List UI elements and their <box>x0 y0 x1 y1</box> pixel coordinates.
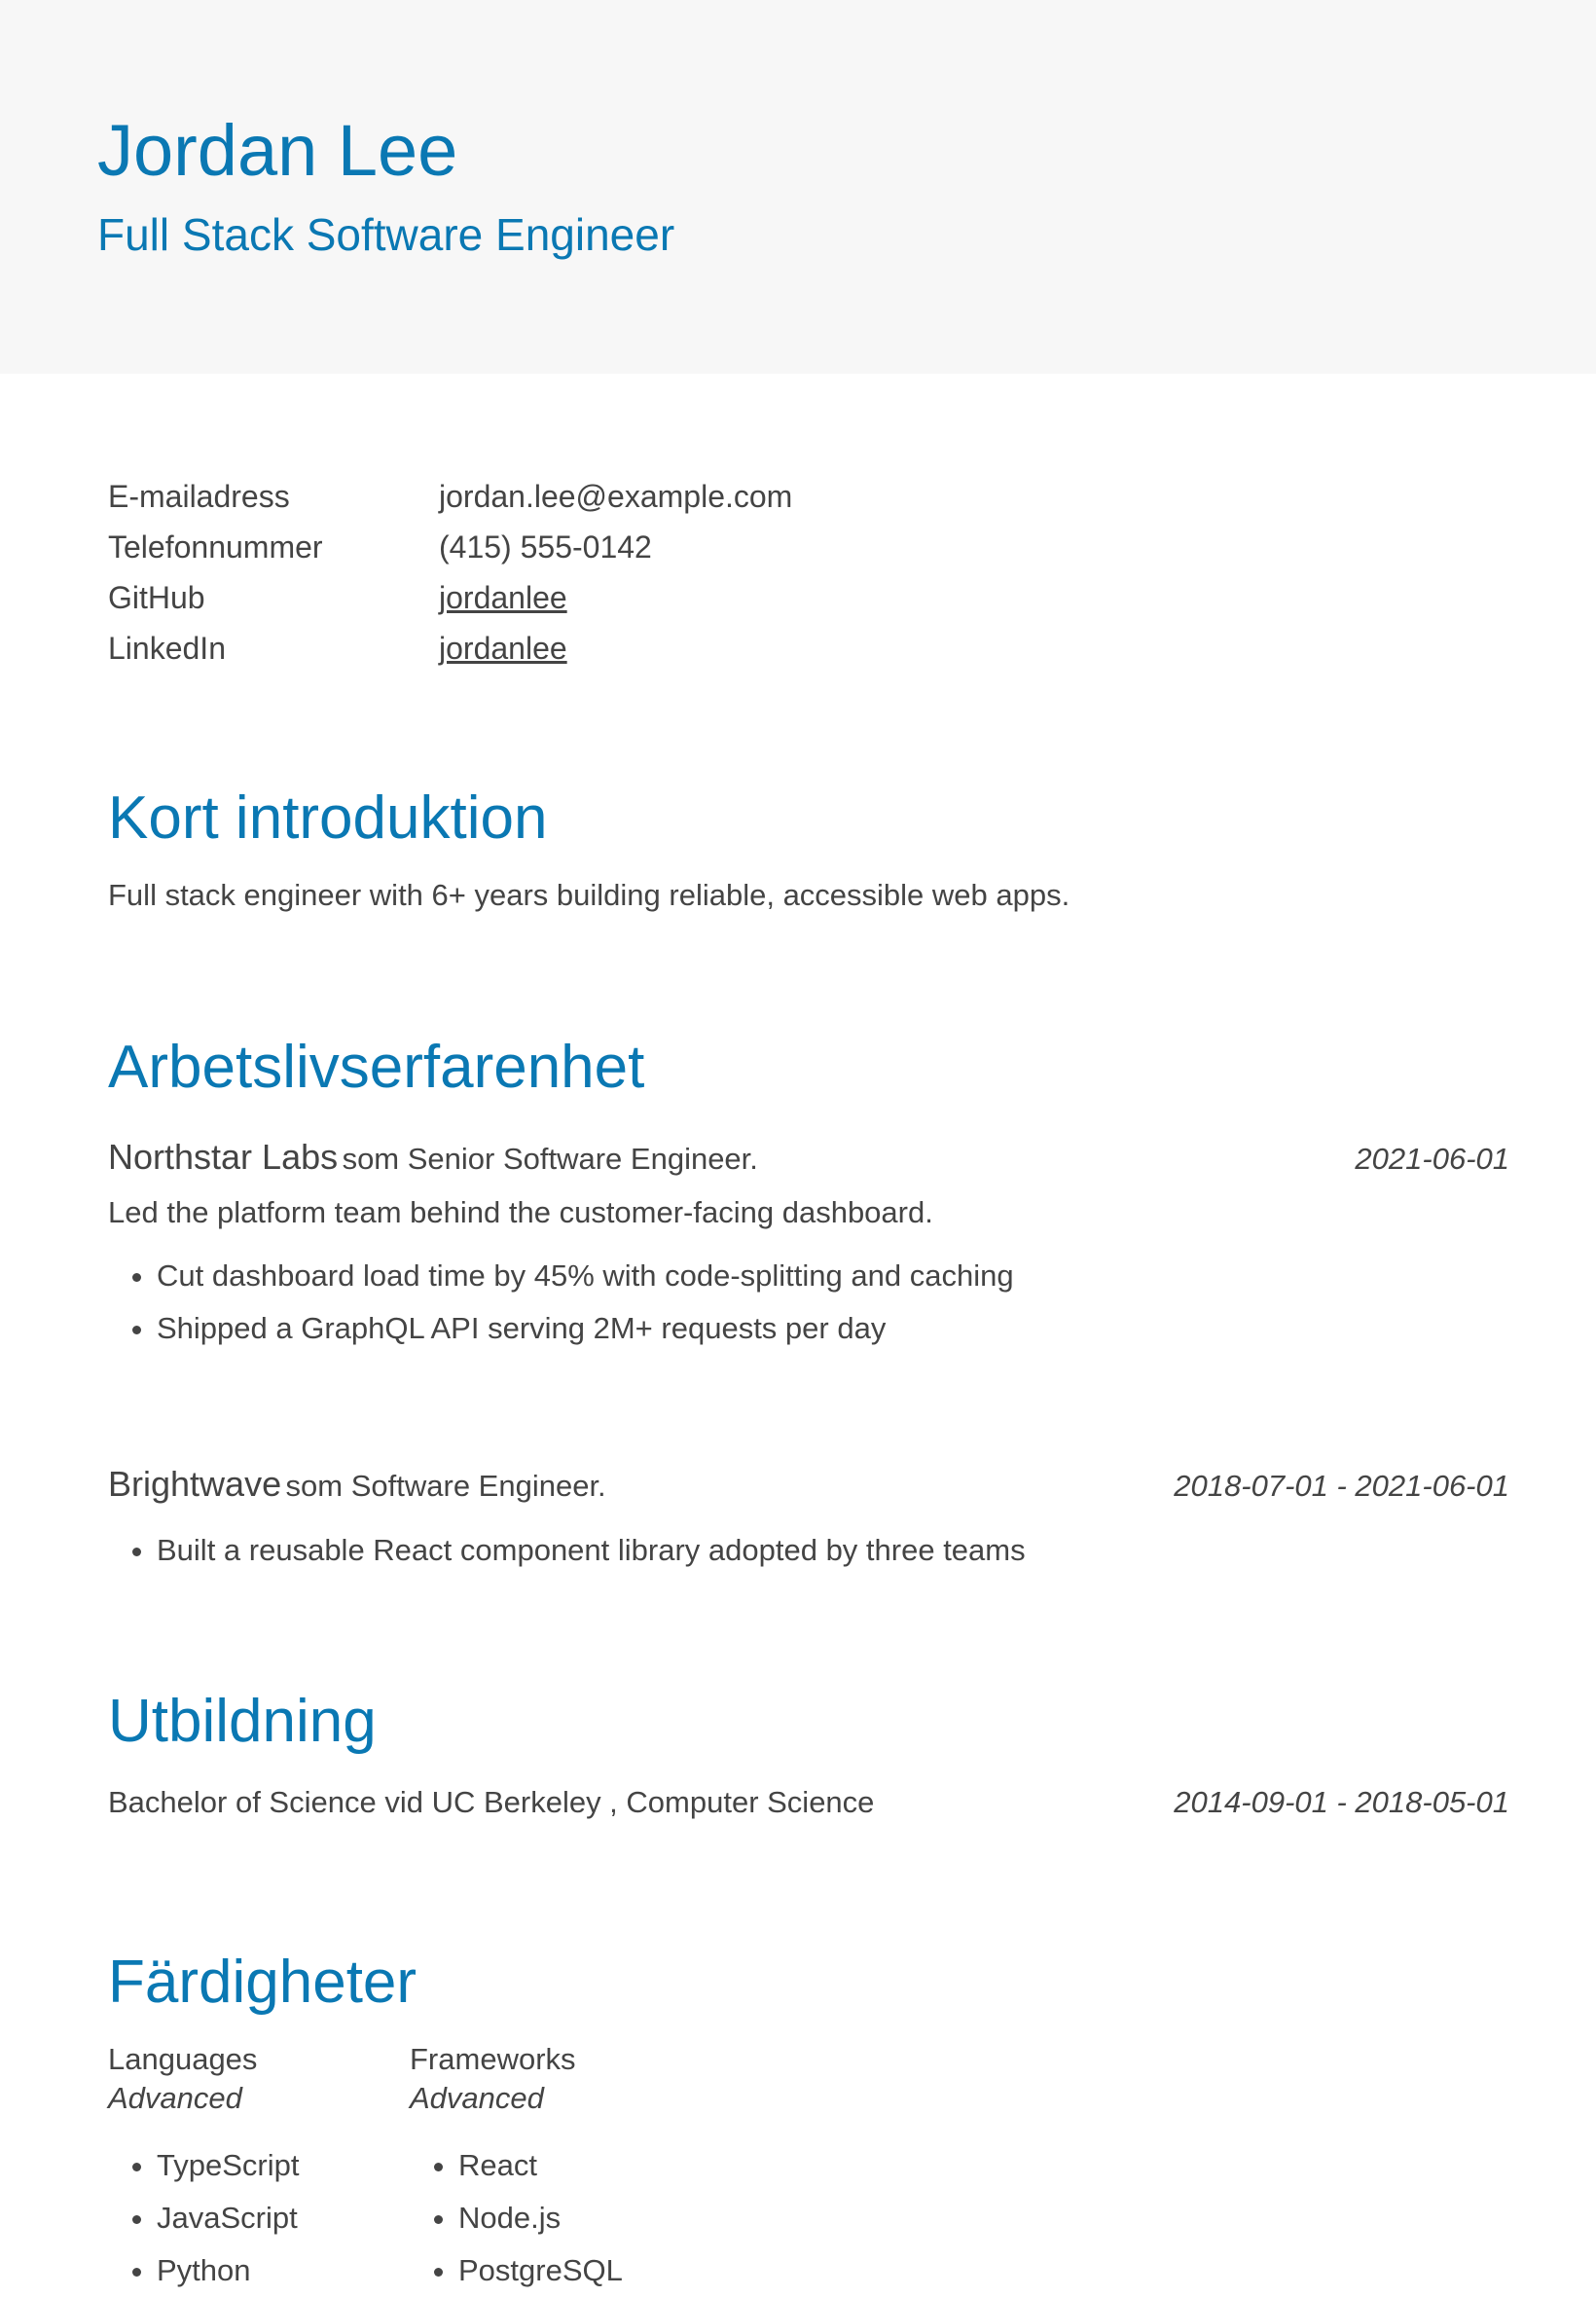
skill-group <box>108 2040 410 2297</box>
linkedin-value <box>439 623 567 674</box>
skill-keywords <box>410 2139 711 2297</box>
job-date: 2021-06-01 <box>1355 1142 1509 1177</box>
skill-group <box>410 2040 711 2297</box>
job-entry <box>108 1464 1509 1577</box>
resume-header <box>0 0 1596 374</box>
intro-text: Full stack engineer with 6+ years building reliable, accessible web apps. <box>108 878 1070 912</box>
skill-group-name: Languages <box>108 2042 258 2077</box>
work-heading: Arbetslivserfarenhet <box>108 1034 645 1102</box>
job-header <box>108 1464 1509 1505</box>
job-summary: Led the platform team behind the customer-facing dashboard. <box>108 1195 933 1230</box>
job-entry <box>108 1137 1509 1355</box>
list-item: • Cut dashboard load time by 45% with code-splitting and caching <box>157 1250 1509 1302</box>
education-date: 2014-09-01 - 2018-05-01 <box>1174 1785 1509 1820</box>
contact-row-email <box>108 471 1509 522</box>
job-title-line <box>108 1464 606 1505</box>
job-date: 2018-07-01 - 2021-06-01 <box>1174 1469 1509 1504</box>
job-company: Northstar Labs <box>108 1137 339 1178</box>
job-title-line <box>108 1137 758 1178</box>
contact-label: E-mailadress <box>108 479 290 514</box>
intro-heading: Kort introduktion <box>108 784 548 852</box>
phone-value: (415) 555-0142 <box>439 529 652 565</box>
list-item: • Python <box>157 2244 410 2297</box>
github-value <box>439 572 567 623</box>
contact-label: LinkedIn <box>108 631 226 666</box>
list-item: • Shipped a GraphQL API serving 2M+ requests per day <box>157 1302 1509 1355</box>
contact-row-phone <box>108 522 1509 572</box>
list-item: • TypeScript <box>157 2139 410 2192</box>
contact-label: Telefonnummer <box>108 529 323 565</box>
list-item: • PostgreSQL <box>458 2244 711 2297</box>
contact-label: GitHub <box>108 580 205 615</box>
resume-body <box>0 471 1596 2297</box>
skills-heading: Färdigheter <box>108 1949 417 2017</box>
resume-title: Full Stack Software Engineer <box>97 209 675 260</box>
skills-grid <box>108 2040 1509 2297</box>
contact-section <box>108 471 1509 674</box>
job-highlights <box>108 1524 1509 1577</box>
work-section <box>108 1034 1509 1577</box>
intro-section <box>108 784 1509 915</box>
education-text: Bachelor of Science vid UC Berkeley , Computer Science <box>108 1785 875 1820</box>
skill-group-name: Frameworks <box>410 2042 576 2077</box>
list-item: • Built a reusable React component library adopted by three teams <box>157 1524 1509 1577</box>
list-item: • React <box>458 2139 711 2192</box>
education-section <box>108 1688 1509 1820</box>
job-highlights <box>108 1250 1509 1355</box>
job-role: som Senior Software Engineer. <box>342 1142 758 1177</box>
job-header <box>108 1137 1509 1178</box>
github-link[interactable]: jordanlee <box>439 580 567 615</box>
job-role: som Software Engineer. <box>285 1469 606 1504</box>
contact-row-github <box>108 572 1509 623</box>
linkedin-link[interactable]: jordanlee <box>439 631 567 666</box>
email-value: jordan.lee@example.com <box>439 479 793 514</box>
skills-section <box>108 1949 1509 2297</box>
list-item: • JavaScript <box>157 2192 410 2244</box>
job-company: Brightwave <box>108 1464 282 1505</box>
skill-group-level: Advanced <box>108 2081 242 2116</box>
skill-keywords <box>108 2139 410 2297</box>
resume-name: Jordan Lee <box>97 110 458 191</box>
education-heading: Utbildning <box>108 1688 377 1756</box>
contact-row-linkedin <box>108 623 1509 674</box>
list-item: • Node.js <box>458 2192 711 2244</box>
education-entry <box>108 1785 1509 1820</box>
skill-group-level: Advanced <box>410 2081 544 2116</box>
